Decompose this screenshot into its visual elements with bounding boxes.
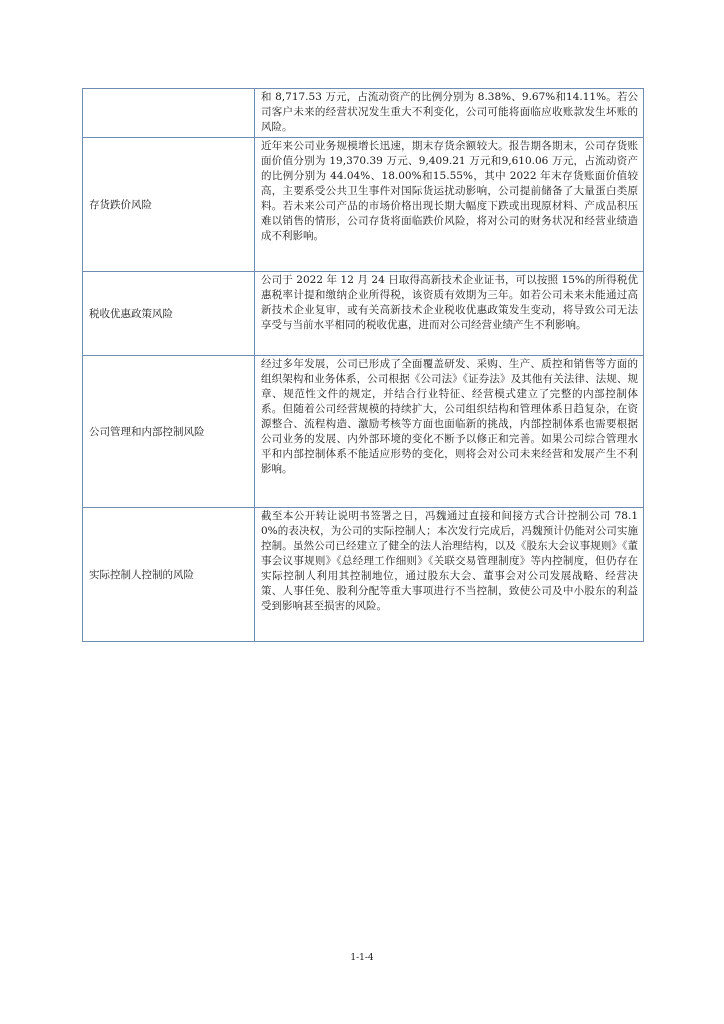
risk-name-cell: 公司管理和内部控制风险 (83, 356, 255, 508)
risk-description: 经过多年发展，公司已形成了全面覆盖研发、采购、生产、质控和销售等方面的组织架构和业务体系，公司根据《公司法》《证券法》及其他有关法律、法规、规章、规范性文件的规定，并结合行业特征、经营模式建立了完整的内部控制体系。但随着公司经营规模的持续扩大，公司组织结构和管理体系日趋复杂，在资源整合、流程构造、激励考核等方面也面临新的挑战，内部控制体系也需要根据公司业务的发展、内外部环境的变化不断予以修正和完善。如果公司综合管理水平和内部控制体系不能适应形势的变化，则将会对公司未来经营和发展产生不利影响。 (261, 358, 638, 475)
risk-name-cell (83, 89, 255, 138)
risk-name-cell: 实际控制人控制的风险 (83, 508, 255, 642)
risk-description-cell (255, 89, 644, 138)
risk-name-cell: 存货跌价风险 (83, 138, 255, 272)
risk-description: 近年来公司业务规模增长迅速，期末存货余额较大。报告期各期末，公司存货账面价值分别为 19,370.39 万元、9,409.21 万元和9,610.06 万元，占流动资产的比例分别为 44.04%、18.00%和15.55%，其中 2022 年末存货账面价值较高，主要系受公共卫生事件对国际货运扰动影响，公司提前储备了大量蛋白类原料。若未来公司产品的市场价格出现长期大幅度下跌或出现原材料、产成品积压难以销售的情形，公司存货将面临跌价风险，将对公司的财务状况和经营业绩造成不利影响。 (261, 140, 638, 242)
table-row (83, 138, 644, 272)
risk-description-cell (255, 356, 644, 508)
table-row (83, 356, 644, 508)
table-row (83, 508, 644, 642)
risk-name-cell: 税收优惠政策风险 (83, 272, 255, 356)
risk-description: 截至本公开转让说明书签署之日，冯魏通过直接和间接方式合计控制公司 78.10%的表决权，为公司的实际控制人；本次发行完成后，冯魏预计仍能对公司实施控制。虽然公司已经建立了健全的法人治理结构，以及《股东大会议事规则》《董事会议事规则》《总经理工作细则》《关联交易管理制度》等内控制度，但仍存在实际控制人利用其控制地位，通过股东大会、董事会对公司发展战略、经营决策、人事任免、股利分配等重大事项进行不当控制，致使公司及中小股东的利益受到影响甚至损害的风险。 (261, 510, 638, 612)
risk-description-cell (255, 272, 644, 356)
page-number: 1-1-4 (350, 953, 374, 963)
risk-description: 和 8,717.53 万元，占流动资产的比例分别为 8.38%、9.67%和14.11%。若公司客户未来的经营状况发生重大不利变化，公司可能将面临应收账款发生坏账的风险。 (261, 91, 638, 133)
risk-description-cell (255, 508, 644, 642)
risk-table (82, 88, 644, 642)
table-row (83, 89, 644, 138)
table-row (83, 272, 644, 356)
risk-description-cell (255, 138, 644, 272)
risk-description: 公司于 2022 年 12 月 24 日取得高新技术企业证书，可以按照 15%的所得税优惠税率计提和缴纳企业所得税，该资质有效期为三年。如若公司未来未能通过高新技术企业复审，或有关高新技术企业税收优惠政策发生变动，将导致公司无法享受与当前水平相同的税收优惠，进而对公司经营业绩产生不利影响。 (261, 274, 638, 331)
